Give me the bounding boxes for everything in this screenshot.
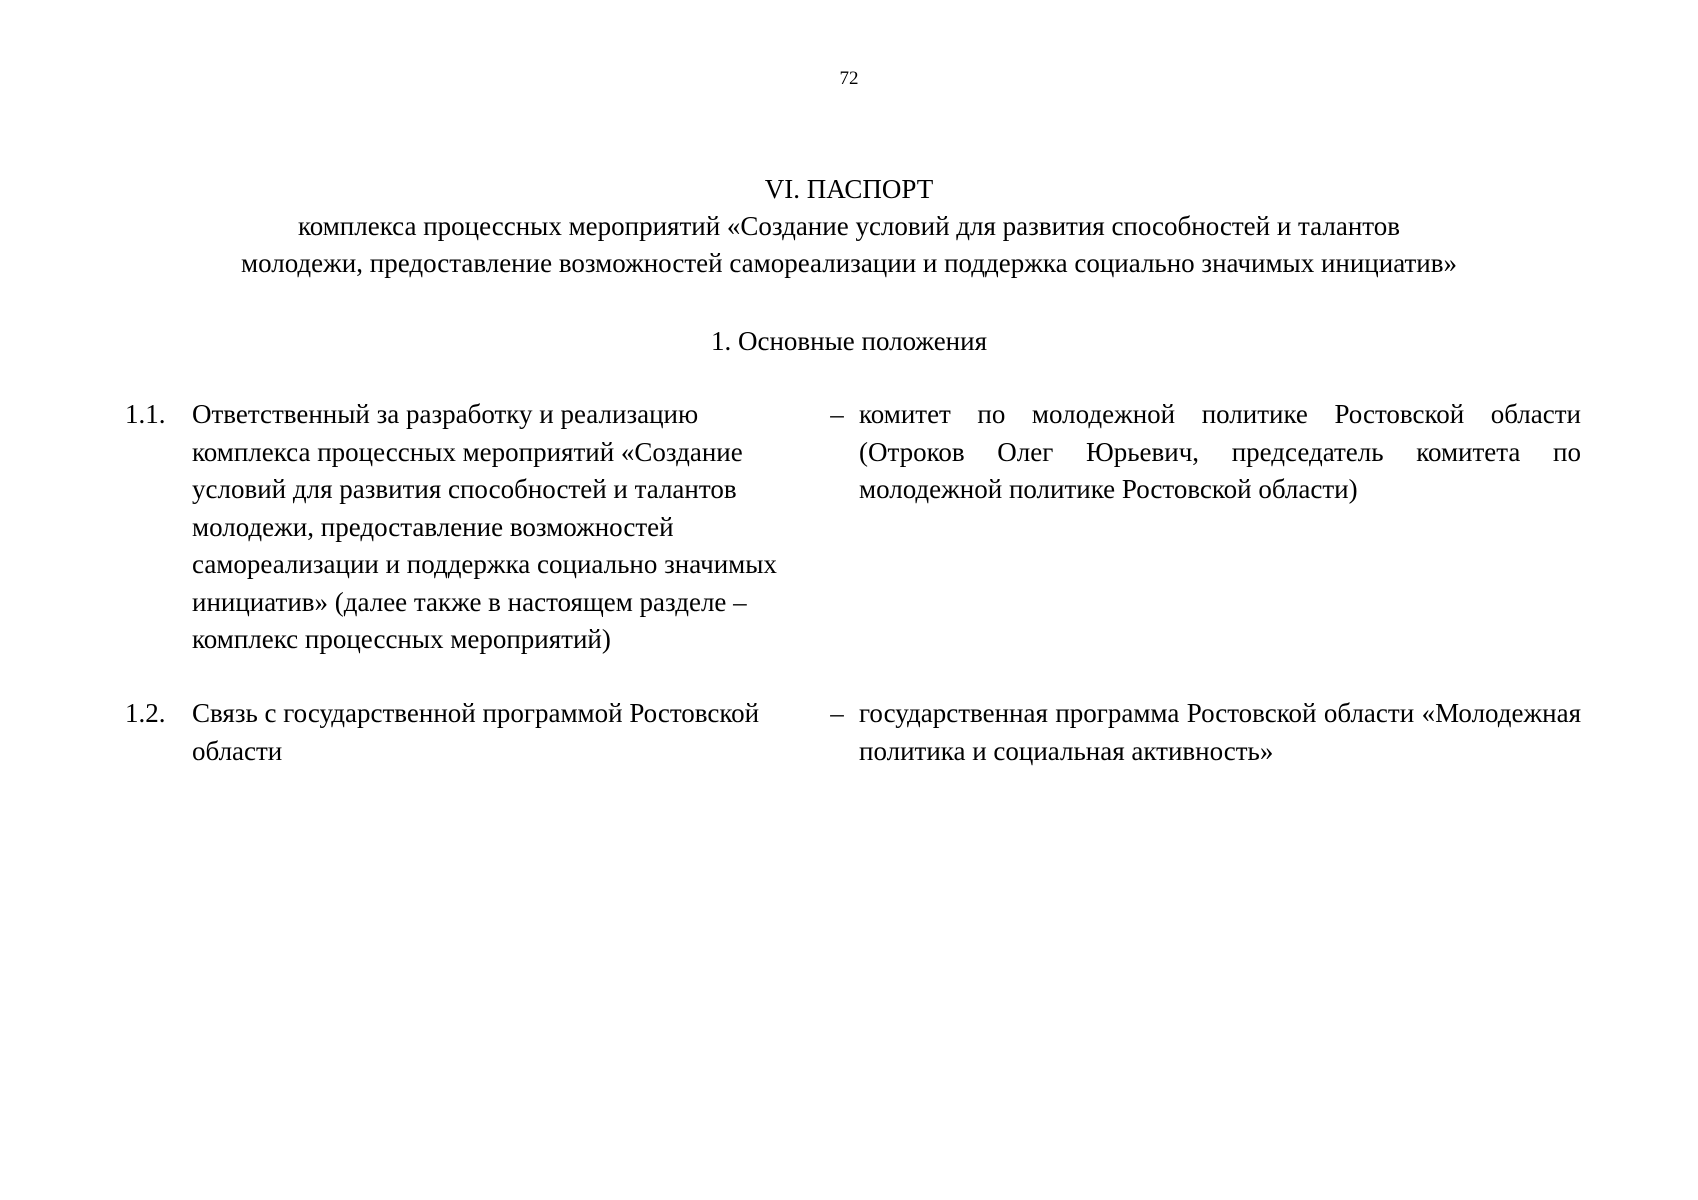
item-value: государственная программа Ростовской области «Молодежная политика и социальная активность»	[859, 698, 1581, 766]
heading-subtitle-line-1: комплекса процессных мероприятий «Создание условий для развития способностей и талантов	[297, 211, 1401, 241]
item-dash: –	[830, 399, 844, 429]
item-label: Ответственный за разработку и реализацию комплекса процессных мероприятий «Создание условий для развития способностей и талантов молодежи, предоставление возможностей самореализации и поддержка социально значимых инициатив» (далее также в настоящем разделе – комплекс процессных мероприятий)	[192, 399, 777, 654]
item-value: комитет по молодежной политике Ростовской области (Отроков Олег Юрьевич, председатель комитета по молодежной политике Ростовской области)	[859, 399, 1581, 504]
item-dash: –	[830, 698, 844, 728]
item-number: 1.1.	[125, 399, 166, 429]
passport-heading	[0, 171, 1698, 282]
section-title: 1. Основные положения	[711, 326, 987, 356]
item-number: 1.2.	[125, 698, 166, 728]
item-label: Связь с государственной программой Ростовской области	[192, 698, 760, 766]
heading-subtitle-line-2: молодежи, предоставление возможностей самореализации и поддержка социально значимых инициатив»	[241, 248, 1457, 278]
heading-title: VI. ПАСПОРТ	[764, 174, 934, 204]
page-number: 72	[839, 68, 859, 89]
